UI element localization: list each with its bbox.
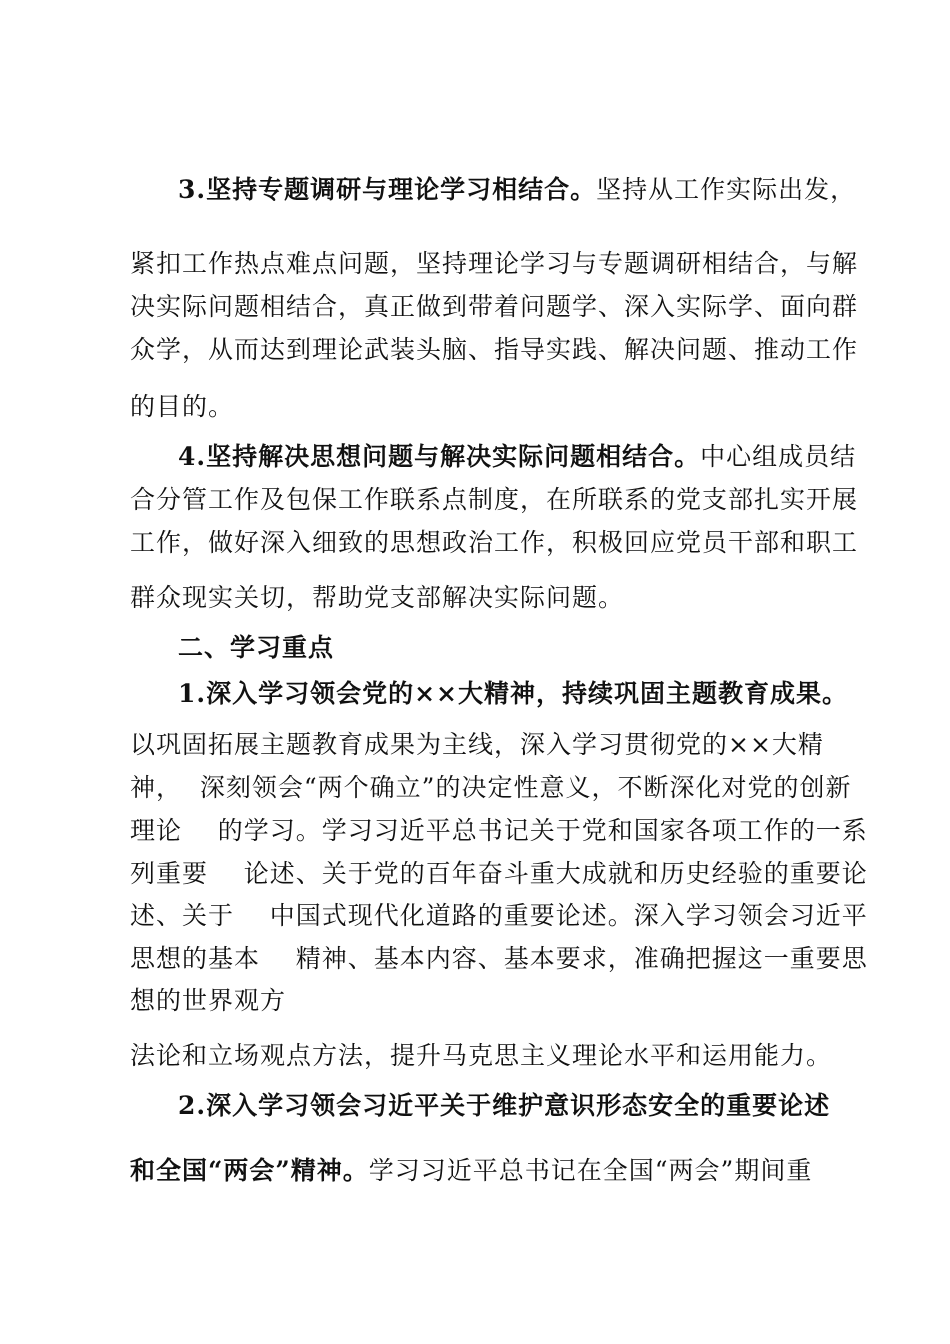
subsection-1-line: 思想的基本 精神、基本内容、基本要求，准确把握这一重要思: [130, 944, 868, 973]
section-title: 二、学习重点: [178, 633, 335, 662]
subsection-2-text: 学习习近平总书记在全国“两会”期间重: [368, 1156, 813, 1185]
subsection-2-heading: 2.深入学习领会习近平关于维护意识形态安全的重要论述: [178, 1091, 831, 1120]
subsection-1-line: 想的世界观方: [130, 986, 287, 1015]
paragraph-3-line: [178, 172, 856, 208]
subsection-1-line: 神， 深刻领会“两个确立”的决定性意义，不断深化对党的创新: [130, 773, 852, 802]
paragraph-4-line: 工作，做好深入细致的思想政治工作，积极回应党员干部和职工: [130, 528, 859, 557]
paragraph-3-line: 众学，从而达到理论武装头脑、指导实践、解决问题、推动工作: [130, 335, 859, 364]
paragraph-4-line: 群众现实关切，帮助党支部解决实际问题。: [130, 583, 625, 612]
paragraph-3-line: 决实际问题相结合，真正做到带着问题学、深入实际学、面向群: [130, 292, 859, 321]
subsection-1-line: 法论和立场观点方法，提升马克思主义理论水平和运用能力。: [130, 1041, 833, 1070]
paragraph-3-line: 的目的。: [130, 392, 235, 421]
paragraph-4-heading: 4.坚持解决思想问题与解决实际问题相结合。: [178, 442, 701, 471]
subsection-1-line: 理论 的学习。学习习近平总书记关于党和国家各项工作的一系: [130, 816, 868, 845]
paragraph-4-line: 合分管工作及包保工作联系点制度，在所联系的党支部扎实开展: [130, 485, 859, 514]
paragraph-4-line: [178, 439, 856, 475]
subsection-1-line: 列重要 论述、关于党的百年奋斗重大成就和历史经验的重要论: [130, 859, 868, 888]
paragraph-3-text: 坚持从工作实际出发，: [596, 175, 857, 204]
subsection-2-heading-cont: 和全国“两会”精神。: [130, 1156, 369, 1185]
subsection-1-line: 以巩固拓展主题教育成果为主线，深入学习贯彻党的××大精: [130, 730, 824, 759]
paragraph-4-text: 中心组成员结: [700, 442, 857, 471]
paragraph-3-heading: 3.坚持专题调研与理论学习相结合。: [178, 175, 597, 204]
subsection-1-heading: 1.深入学习领会党的××大精神，持续巩固主题教育成果。: [178, 679, 848, 708]
subsection-1-line: 述、关于 中国式现代化道路的重要论述。深入学习领会习近平: [130, 901, 868, 930]
subsection-2-line: [130, 1153, 812, 1189]
paragraph-3-line: 紧扣工作热点难点问题，坚持理论学习与专题调研相结合，与解: [130, 249, 859, 278]
